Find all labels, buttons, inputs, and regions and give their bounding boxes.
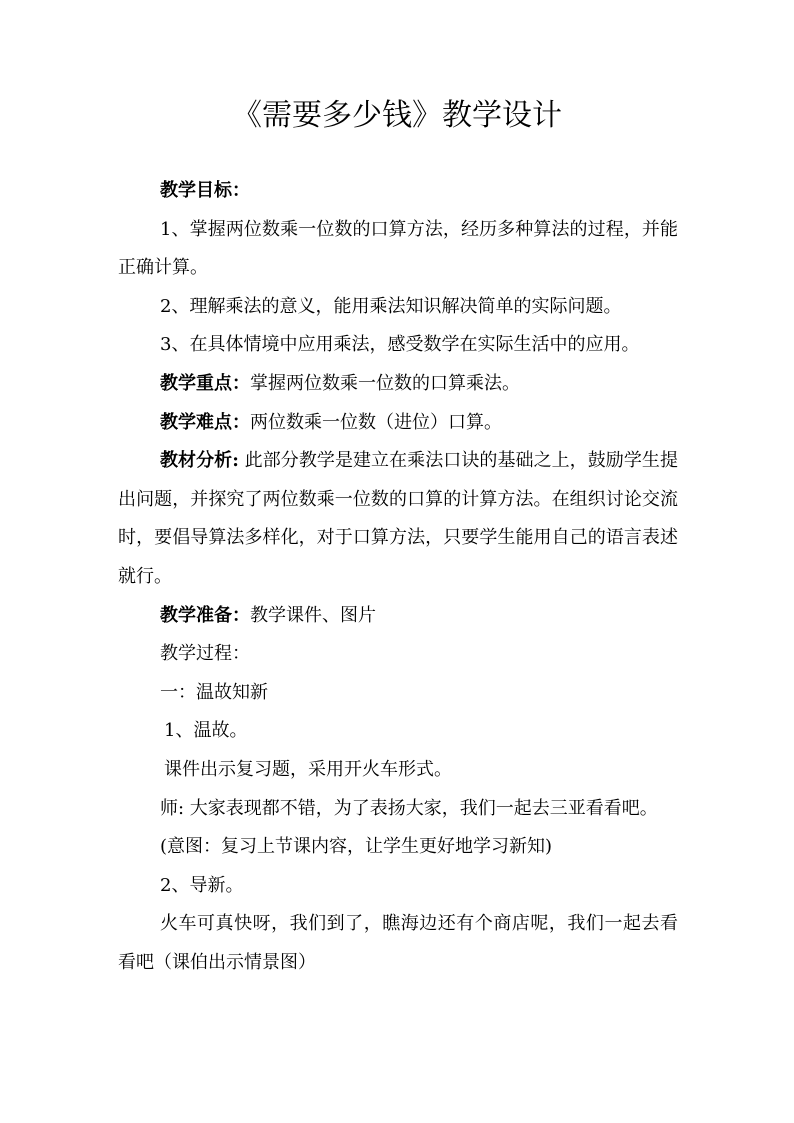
paragraph-objective-3 bbox=[118, 326, 678, 365]
paragraph-material-analysis bbox=[118, 442, 678, 596]
paragraph-label: 教学重点： bbox=[160, 372, 250, 394]
paragraph-text: 课件出示复习题，采用开火车形式。 bbox=[164, 758, 452, 780]
paragraph-review bbox=[118, 712, 678, 751]
paragraph-text: 师: 大家表现都不错，为了表扬大家，我们一起去三亚看看吧。 bbox=[160, 797, 658, 819]
paragraph-section-1 bbox=[118, 674, 678, 713]
paragraph-label: 教学难点： bbox=[160, 411, 250, 433]
paragraph-intent bbox=[118, 828, 678, 867]
paragraph-text: 一：温故知新 bbox=[160, 681, 268, 703]
paragraph-label: 教材分析: bbox=[160, 450, 239, 472]
paragraph-teacher-speech bbox=[118, 790, 678, 829]
paragraph-text: 掌握两位数乘一位数的口算乘法。 bbox=[250, 372, 520, 394]
paragraph-review-detail bbox=[118, 751, 678, 790]
paragraph-text: 教学过程： bbox=[160, 643, 250, 665]
paragraph-text: 2、导新。 bbox=[160, 874, 244, 896]
document-title: 《需要多少钱》教学设计 bbox=[232, 98, 562, 133]
paragraph-label: 教学目标： bbox=[160, 180, 250, 201]
paragraph-label: 教学准备： bbox=[160, 604, 250, 626]
paragraph-text: 2、理解乘法的意义，能用乘法知识解决简单的实际问题。 bbox=[160, 295, 622, 317]
paragraph-objective-2 bbox=[118, 288, 678, 327]
paragraph-key-point bbox=[118, 365, 678, 404]
paragraph-text: 1、温故。 bbox=[164, 720, 248, 742]
paragraph-text: 两位数乘一位数（进位）口算。 bbox=[250, 411, 502, 433]
paragraph-text: 3、在具体情境中应用乘法，感受数学在实际生活中的应用。 bbox=[160, 334, 640, 356]
paragraph-scene bbox=[118, 905, 678, 982]
paragraph-preparation bbox=[118, 597, 678, 636]
paragraph-text: 此部分教学是建立在乘法口诀的基础之上，鼓励学生提出问题，并探究了两位数乘一位数的口算的计算方法。在组织讨论交流时，要倡导算法多样化，对于口算方法，只要学生能用自己的语言表述就行。 bbox=[118, 450, 678, 587]
paragraph-process-heading bbox=[118, 635, 678, 674]
paragraph-text: 教学课件、图片 bbox=[250, 604, 376, 626]
paragraph-text: 火车可真快呀，我们到了，瞧海边还有个商店呢，我们一起去看看吧（课伯出示情景图） bbox=[118, 913, 678, 973]
paragraph-introduce-new bbox=[118, 867, 678, 906]
paragraph-objective-1 bbox=[118, 211, 678, 288]
document-body bbox=[118, 172, 678, 982]
paragraph-difficulty bbox=[118, 404, 678, 443]
paragraph-objectives-heading bbox=[118, 172, 678, 211]
paragraph-text: 1、掌握两位数乘一位数的口算方法，经历多种算法的过程，并能正确计算。 bbox=[118, 218, 678, 279]
paragraph-text: (意图：复习上节课内容，让学生更好地学习新知) bbox=[160, 836, 553, 858]
